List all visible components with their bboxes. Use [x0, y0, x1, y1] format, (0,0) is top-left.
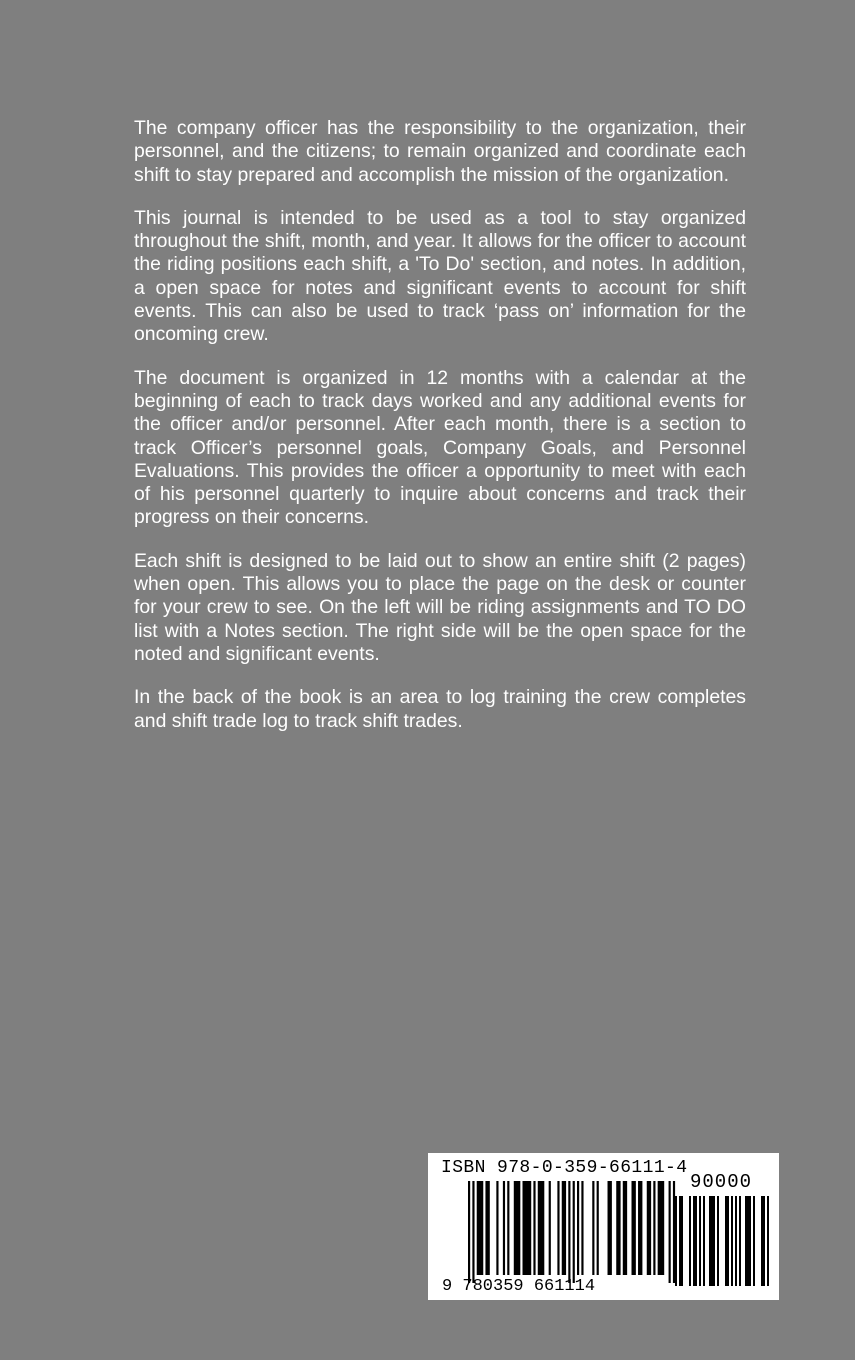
blurb-paragraph-3: The document is organized in 12 months with a calendar at the beginning of each to track days worked and any additional events for the officer and/or personnel. After each month, there is a section to track Officer’s personnel goals, Company Goals, and Personnel Evaluations. This provides the officer a opportunity to meet with each of his personnel quarterly to inquire about concerns and track their progress on their concerns. [134, 366, 746, 529]
addon-bar-3 [693, 1196, 697, 1286]
ean-bar-0 [468, 1181, 470, 1283]
addon-bar-0 [675, 1196, 677, 1286]
ean-bar-6 [507, 1181, 509, 1275]
ean-bar-16 [577, 1181, 579, 1275]
ean-bar-22 [623, 1181, 627, 1275]
ean-bar-21 [616, 1181, 620, 1275]
ean-bar-26 [653, 1181, 655, 1275]
addon-bar-11 [739, 1196, 741, 1286]
addon-bar-14 [761, 1196, 765, 1286]
ean-bar-10 [538, 1181, 545, 1275]
ean-bar-24 [638, 1181, 642, 1275]
ean-bar-1 [472, 1181, 474, 1283]
addon-bar-6 [709, 1196, 715, 1286]
ean-bar-20 [608, 1181, 612, 1275]
ean-bar-4 [496, 1181, 498, 1275]
addon-bar-8 [725, 1196, 729, 1286]
ean-bar-17 [581, 1181, 583, 1275]
addon-bar-5 [703, 1196, 705, 1286]
addon-bar-15 [767, 1196, 769, 1286]
ean-bar-27 [658, 1181, 665, 1275]
addon-bar-1 [679, 1196, 683, 1286]
ean-bar-14 [568, 1181, 570, 1283]
addon-bar-7 [717, 1196, 719, 1286]
addon-bar-13 [753, 1196, 755, 1286]
ean-bar-11 [549, 1181, 551, 1275]
ean-bar-9 [533, 1181, 535, 1275]
addon-bar-2 [689, 1196, 691, 1286]
ean-bar-8 [523, 1181, 532, 1275]
ean-bar-18 [592, 1181, 594, 1275]
addon-bar-9 [731, 1196, 733, 1286]
ean-bar-25 [647, 1181, 651, 1275]
addon-bar-12 [745, 1196, 751, 1286]
ean-bar-12 [557, 1181, 559, 1275]
blurb-paragraph-1: The company officer has the responsibility to the organization, their personnel, and the citizens; to remain organized and coordinate each shift to stay prepared and accomplish the mission of the organization. [134, 117, 746, 186]
blurb-text [134, 117, 746, 753]
isbn-label: ISBN 978-0-359-66111-4 [441, 1158, 688, 1178]
isbn-barcode [428, 1153, 779, 1300]
blurb-paragraph-4: Each shift is designed to be laid out to show an entire shift (2 pages) when open. This allows you to place the page on the desk or counter for your crew to see. On the left will be riding assignments and TO DO list with a Notes section. The right side will be the open space for the noted and significant events. [134, 549, 746, 665]
ean-bar-28 [669, 1181, 671, 1283]
ean-bar-2 [477, 1181, 484, 1275]
ean-bar-19 [597, 1181, 599, 1275]
ean-bar-5 [503, 1181, 505, 1275]
blurb-paragraph-5: In the back of the book is an area to log training the crew completes and shift trade log to track shift trades. [134, 686, 746, 732]
addon-bar-10 [735, 1196, 737, 1286]
addon-bar-4 [699, 1196, 701, 1286]
blurb-paragraph-2: This journal is intended to be used as a tool to stay organized throughout the shift, month, and year. It allows for the officer to account the riding positions each shift, a 'To Do' section, and notes. In addition, a open space for notes and significant events to account for shift events. This can also be used to track ‘pass on’ information for the oncoming crew. [134, 206, 746, 346]
ean-bar-29 [673, 1181, 675, 1283]
ean-bar-15 [573, 1181, 575, 1283]
ean-bar-23 [632, 1181, 636, 1275]
ean-bar-3 [485, 1181, 489, 1275]
ean-bar-7 [514, 1181, 521, 1275]
ean-digits: 9 780359 661114 [442, 1277, 596, 1296]
ean-bar-13 [562, 1181, 566, 1275]
price-code: 90000 [690, 1171, 753, 1193]
